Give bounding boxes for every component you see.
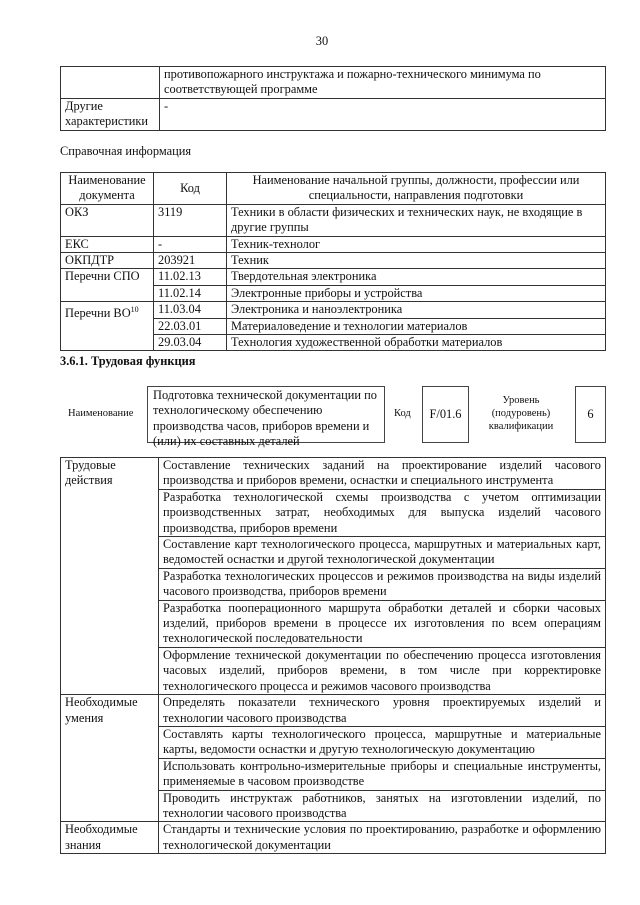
ref-doc: ОКЗ (61, 204, 154, 236)
ref-code: 11.02.13 (154, 269, 227, 285)
details-table (60, 457, 606, 854)
ref-doc: Перечни СПО (61, 269, 154, 302)
action-group-label: Трудовые действия (61, 458, 159, 695)
skill-item: Проводить инструктаж работников, занятых на изготовлении изделий, по технологии часового производства (159, 790, 606, 822)
ref-code: - (154, 236, 227, 252)
top-table-text: противопожарного инструктажа и пожарно-технического минимума по соответствующей программе (160, 67, 606, 99)
ref-code: 22.03.01 (154, 318, 227, 334)
action-item: Оформление технической документации по обеспечению процесса изготовления часовых изделий, приборов времени, в том числе при корректировке технологического процесса и режимов часового производства (159, 647, 606, 694)
ref-name: Материаловедение и технологии материалов (227, 318, 606, 334)
knowledge-group-label: Необходимые знания (61, 822, 159, 854)
ref-name: Техник-технолог (227, 236, 606, 252)
skill-item: Использовать контрольно-измерительные приборы и специальные инструменты, применяемые в часовом производстве (159, 758, 606, 790)
code-box (422, 386, 469, 443)
ref-name: Электроника и наноэлектроника (227, 302, 606, 318)
ref-code: 203921 (154, 253, 227, 269)
level-value: 6 (587, 406, 594, 421)
other-characteristics-label: Другие характеристики (61, 98, 160, 130)
header-name: Наименование начальной группы, должности, профессии или специальности, направления подготовки (227, 173, 606, 205)
action-item: Разработка пооперационного маршрута обработки деталей и сборки часовых изделий, приборов времени в процессе их изготовления по всем операциям технологической последовательности (159, 600, 606, 647)
ref-name: Твердотельная электроника (227, 269, 606, 285)
ref-code: 11.02.14 (154, 285, 227, 301)
skill-item: Составлять карты технологического процесса, маршрутные и материальные карты, ведомости оснастки и другую технологическую документацию (159, 726, 606, 758)
knowledge-item: Стандарты и технические условия по проектированию, разработке и оформлению технологической документации (159, 822, 606, 854)
function-name-label: Наименование (68, 408, 134, 419)
ref-code: 11.03.04 (154, 302, 227, 318)
ref-doc: ЕКС (61, 236, 154, 252)
function-name-box (147, 386, 385, 449)
ref-doc (61, 302, 154, 351)
ref-name: Электронные приборы и устройства (227, 285, 606, 301)
ref-doc-text: Перечни ВО (65, 306, 131, 321)
other-characteristics-value: - (160, 98, 606, 130)
ref-doc: ОКПДТР (61, 253, 154, 269)
action-item: Разработка технологической схемы производства с учетом оптимизации производственных затрат, необходимых для выпуска изделий часового производства, приборов времени (159, 489, 606, 536)
code-label: Код (394, 408, 411, 419)
header-doc: Наименование документа (61, 173, 154, 205)
function-name-value: Подготовка технической документации по технологическому обеспечению производства часов, приборов времени и (или) их составных деталей (153, 388, 377, 449)
function-heading: 3.6.1. Трудовая функция (60, 354, 196, 368)
ref-name: Техники в области физических и технических наук, не входящие в другие группы (227, 204, 606, 236)
footnote-ref[interactable]: 10 (130, 305, 139, 315)
skill-item: Определять показатели технического уровня проектируемых изделий и технологии часового производства (159, 695, 606, 727)
action-item: Составление карт технологического процесса, маршрутных и материальных карт, ведомостей оснастки и другой технологической документации (159, 537, 606, 569)
action-item: Составление технических заданий на проектирование изделий часового производства и приборов времени, оснастки и специального инструмента (159, 458, 606, 490)
ref-code: 29.03.04 (154, 335, 227, 351)
code-value: F/01.6 (429, 406, 462, 421)
page-number: 30 (315, 34, 329, 48)
ref-name: Техник (227, 253, 606, 269)
top-table (60, 66, 606, 131)
header-code: Код (154, 173, 227, 205)
level-label: Уровень (подуровень) квалификации (488, 395, 554, 432)
ref-code: 3119 (154, 204, 227, 236)
level-box (575, 386, 606, 443)
reference-table (60, 172, 606, 351)
skill-group-label: Необходимые умения (61, 695, 159, 822)
ref-name: Технология художественной обработки материалов (227, 335, 606, 351)
action-item: Разработка технологических процессов и режимов производства на виды изделий часового производства, приборов времени (159, 568, 606, 600)
reference-title: Справочная информация (60, 144, 192, 158)
